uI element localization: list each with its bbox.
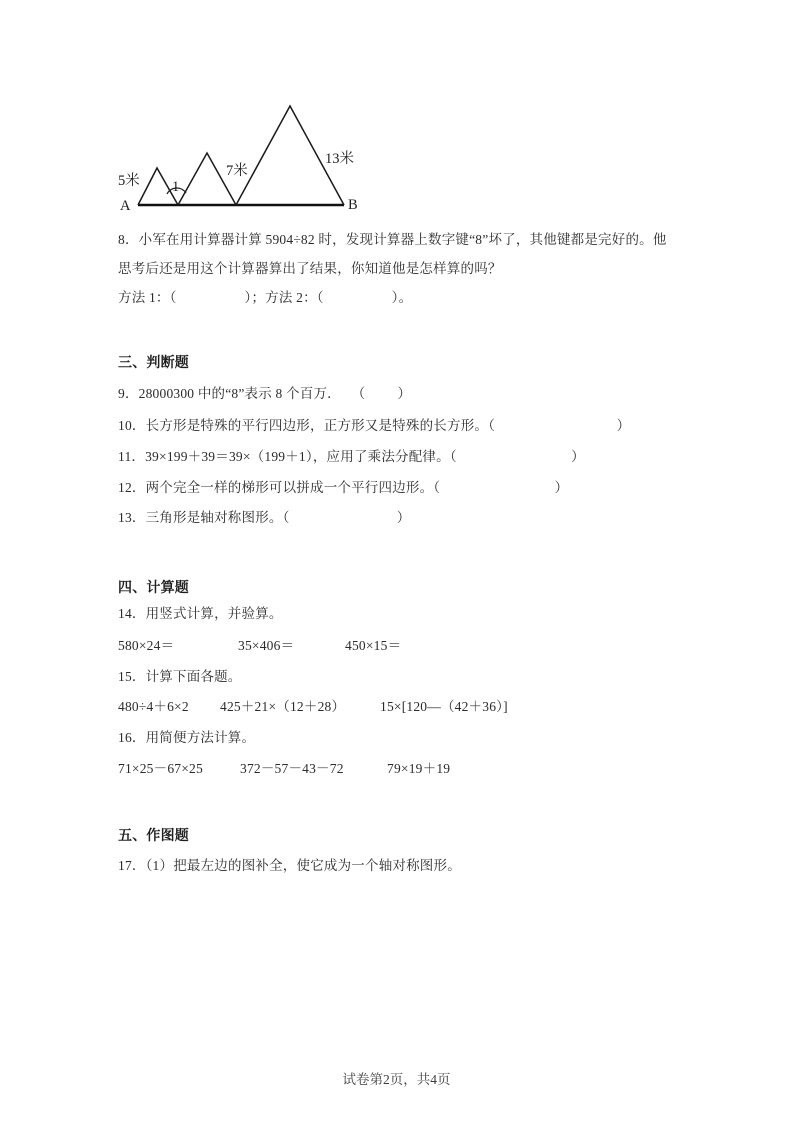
question-17: 17．（1）把最左边的图补全，使它成为一个轴对称图形。 <box>118 858 461 873</box>
q16-expression-3: 79×19＋19 <box>387 761 451 776</box>
question-9: 9．28000300 中的“8”表示 8 个百万． （ ） <box>118 386 412 401</box>
section-judge-title: 三、判断题 <box>118 356 189 371</box>
question-13: 13．三角形是轴对称图形。（ ） <box>118 510 411 525</box>
q16-expression-2: 372－57－43－72 <box>240 761 344 776</box>
question-11: 11．39×199＋39＝39×（199＋1），应用了乘法分配律。（ ） <box>118 449 585 464</box>
question-8-line-1: 8．小军在用计算器计算 5904÷82 时，发现计算器上数字键“8”坏了，其他键都是完好的。他 <box>118 232 667 247</box>
question-16: 16．用简便方法计算。 <box>118 730 256 745</box>
q14-expression-2: 35×406＝ <box>238 638 295 653</box>
question-8-line-2: 思考后还是用这个计算器算出了结果，你知道他是怎样算的吗？ <box>118 261 502 276</box>
question-15: 15．计算下面各题。 <box>118 669 242 684</box>
question-8-answer-blanks: 方法 1：（ ）；方法 2：（ ）。 <box>118 290 413 305</box>
side-label-5m: 5米 <box>118 173 140 189</box>
page-footer: 试卷第2页，共4页 <box>342 1072 451 1087</box>
question-10: 10．长方形是特殊的平行四边形，正方形又是特殊的长方形。（ ） <box>118 418 631 433</box>
side-label-7m: 7米 <box>226 163 248 179</box>
question-14: 14．用竖式计算，并验算。 <box>118 606 283 621</box>
q16-expression-1: 71×25－67×25 <box>118 761 203 776</box>
q14-expression-1: 580×24＝ <box>118 638 175 653</box>
triangle-middle <box>178 153 236 205</box>
q15-expression-3: 15×[120—（42＋36）] <box>380 699 508 714</box>
angle-1-label: 1 <box>172 179 180 195</box>
q14-expression-3: 450×15＝ <box>345 638 402 653</box>
point-b-label: B <box>348 197 358 213</box>
q15-expression-2: 425＋21×（12＋28） <box>220 699 346 714</box>
point-a-label: A <box>120 198 131 214</box>
section-draw-title: 五、作图题 <box>118 829 189 844</box>
section-calc-title: 四、计算题 <box>118 581 189 596</box>
q15-expression-1: 480÷4＋6×2 <box>118 699 189 714</box>
triangles-figure <box>112 85 367 217</box>
side-label-13m: 13米 <box>325 151 354 167</box>
question-12: 12．两个完全一样的梯形可以拼成一个平行四边形。（ ） <box>118 480 569 495</box>
